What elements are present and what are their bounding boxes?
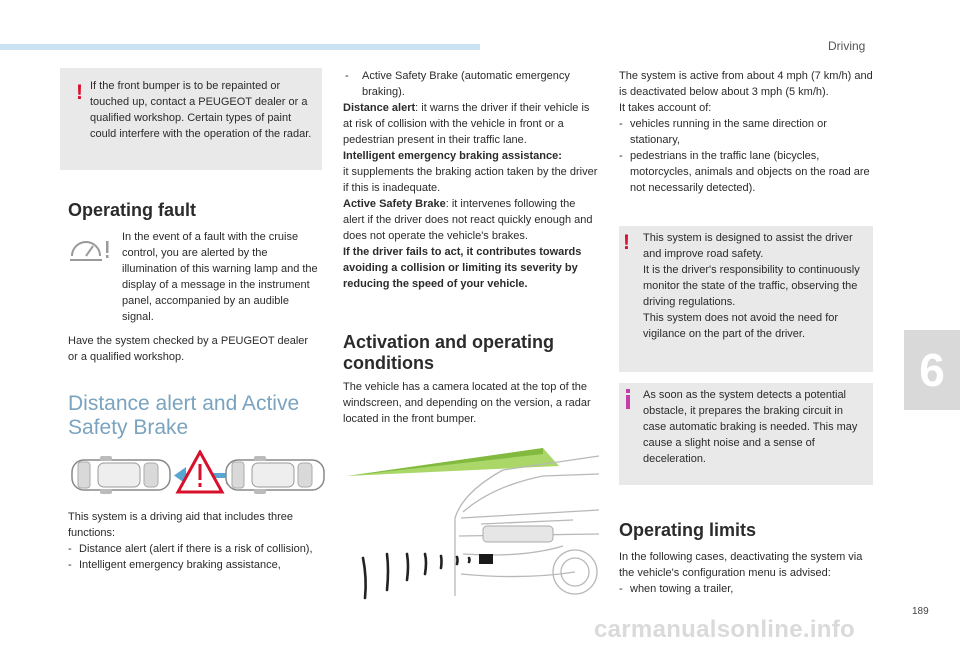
list-item: - Distance alert (alert if there is a risk of collision), (68, 543, 313, 555)
cruise-fault-warning-lamp-icon (66, 234, 112, 264)
radar-camera-car-illustration (343, 446, 600, 606)
operating-fault-heading: Operating fault (68, 200, 197, 220)
warning-exclamation-icon: ! (623, 231, 630, 254)
activation-heading (343, 332, 554, 374)
site-watermark: carmanualsonline.info (594, 616, 856, 643)
page-number: 189 (912, 606, 929, 617)
distance-alert-heading (68, 392, 299, 440)
list-item: - Intelligent emergency braking assistance, (68, 559, 281, 571)
driver-fails-note: If the driver fails to act, it contributes towards avoiding a collision or limiting its severity by reducing the speed of your vehicle. (343, 246, 582, 290)
info-icon (624, 389, 632, 409)
operating-limits-heading: Operating limits (619, 520, 757, 540)
section-title: Driving (828, 39, 866, 53)
warning-note-bumper (60, 68, 322, 170)
warning-note-text: This system is designed to assist the driver and improve road safety. It is the driver's responsibility to continuously monitor the state of the traffic, observing the driving regulations. This system does not avoid the need for vigilance on the part of the driver. (643, 232, 860, 340)
takes-account-text: It takes account of: (619, 102, 712, 114)
functions-intro: This system is a driving aid that includes three functions: (68, 511, 293, 539)
front-car-icon (226, 456, 324, 494)
active-range-text: The system is active from about 4 mph (7 km/h) and is deactivated below about 3 mph (5 km/h). (619, 70, 873, 98)
activation-heading-line2: conditions (343, 353, 434, 373)
operating-limits-text: In the following cases, deactivating the system via the vehicle's configuration menu is advised: - when towing a trailer, (619, 549, 875, 597)
list-item: - Active Safety Brake (automatic emergency braking). (345, 70, 570, 98)
operating-fault-text2: Have the system checked by a PEUGEOT dealer or a qualified workshop. (68, 335, 309, 363)
info-note (619, 383, 873, 485)
list-item: - vehicles running in the same direction or stationary, (619, 118, 827, 146)
front-radar-sensor (479, 554, 493, 564)
column3-text (619, 68, 875, 196)
header-accent-bar (0, 44, 480, 50)
intelligent-braking-definition: Intelligent emergency braking assistance: it supplements the braking action taken by the driver if this is inadequate. (343, 150, 598, 194)
distance-alert-definition: Distance alert: it warns the driver if their vehicle is at risk of collision with the vehicle in front or a pedestrian present in their traffic lane. (343, 102, 590, 146)
list-item: - when towing a trailer, (619, 583, 734, 595)
distance-heading-line2: Safety Brake (68, 416, 189, 439)
list-item: - pedestrians in the traffic lane (bicycles, motorcycles, animals and objects on the road are not necessarily detected). (619, 150, 870, 194)
column2-text (343, 68, 599, 292)
info-note-text: As soon as the system detects a potential obstacle, it prepares the braking circuit in case automatic braking is needed. This may cause a slight noise and a sense of deceleration. (643, 389, 858, 465)
chapter-tab (904, 330, 960, 410)
distance-alert-illustration (70, 450, 326, 500)
activation-heading-line1: Activation and operating (343, 332, 555, 352)
operating-fault-text: In the event of a fault with the cruise control, you are alerted by the illumination of this warning lamp and the display of a message in the instrument panel, accompanied by an audible signal. (122, 231, 318, 323)
warning-note-driver (619, 226, 873, 372)
functions-list (68, 541, 318, 573)
distance-heading-line1: Distance alert and Active (68, 392, 300, 415)
warning-exclamation-icon: ! (76, 81, 83, 104)
chapter-number: 6 (919, 344, 945, 396)
warning-note-text: If the front bumper is to be repainted or touched up, contact a PEUGEOT dealer or a qualified workshop. Certain types of paint could interfere with the operation of the radar. (90, 80, 312, 140)
rear-car-icon (72, 456, 170, 494)
activation-text: The vehicle has a camera located at the top of the windscreen, and depending on the version, a radar located in the front bumper. (343, 381, 591, 425)
active-brake-definition: Active Safety Brake: it intervenes following the alert if the driver does not react quickly enough and does not operate the vehicle's brakes. (343, 198, 593, 242)
